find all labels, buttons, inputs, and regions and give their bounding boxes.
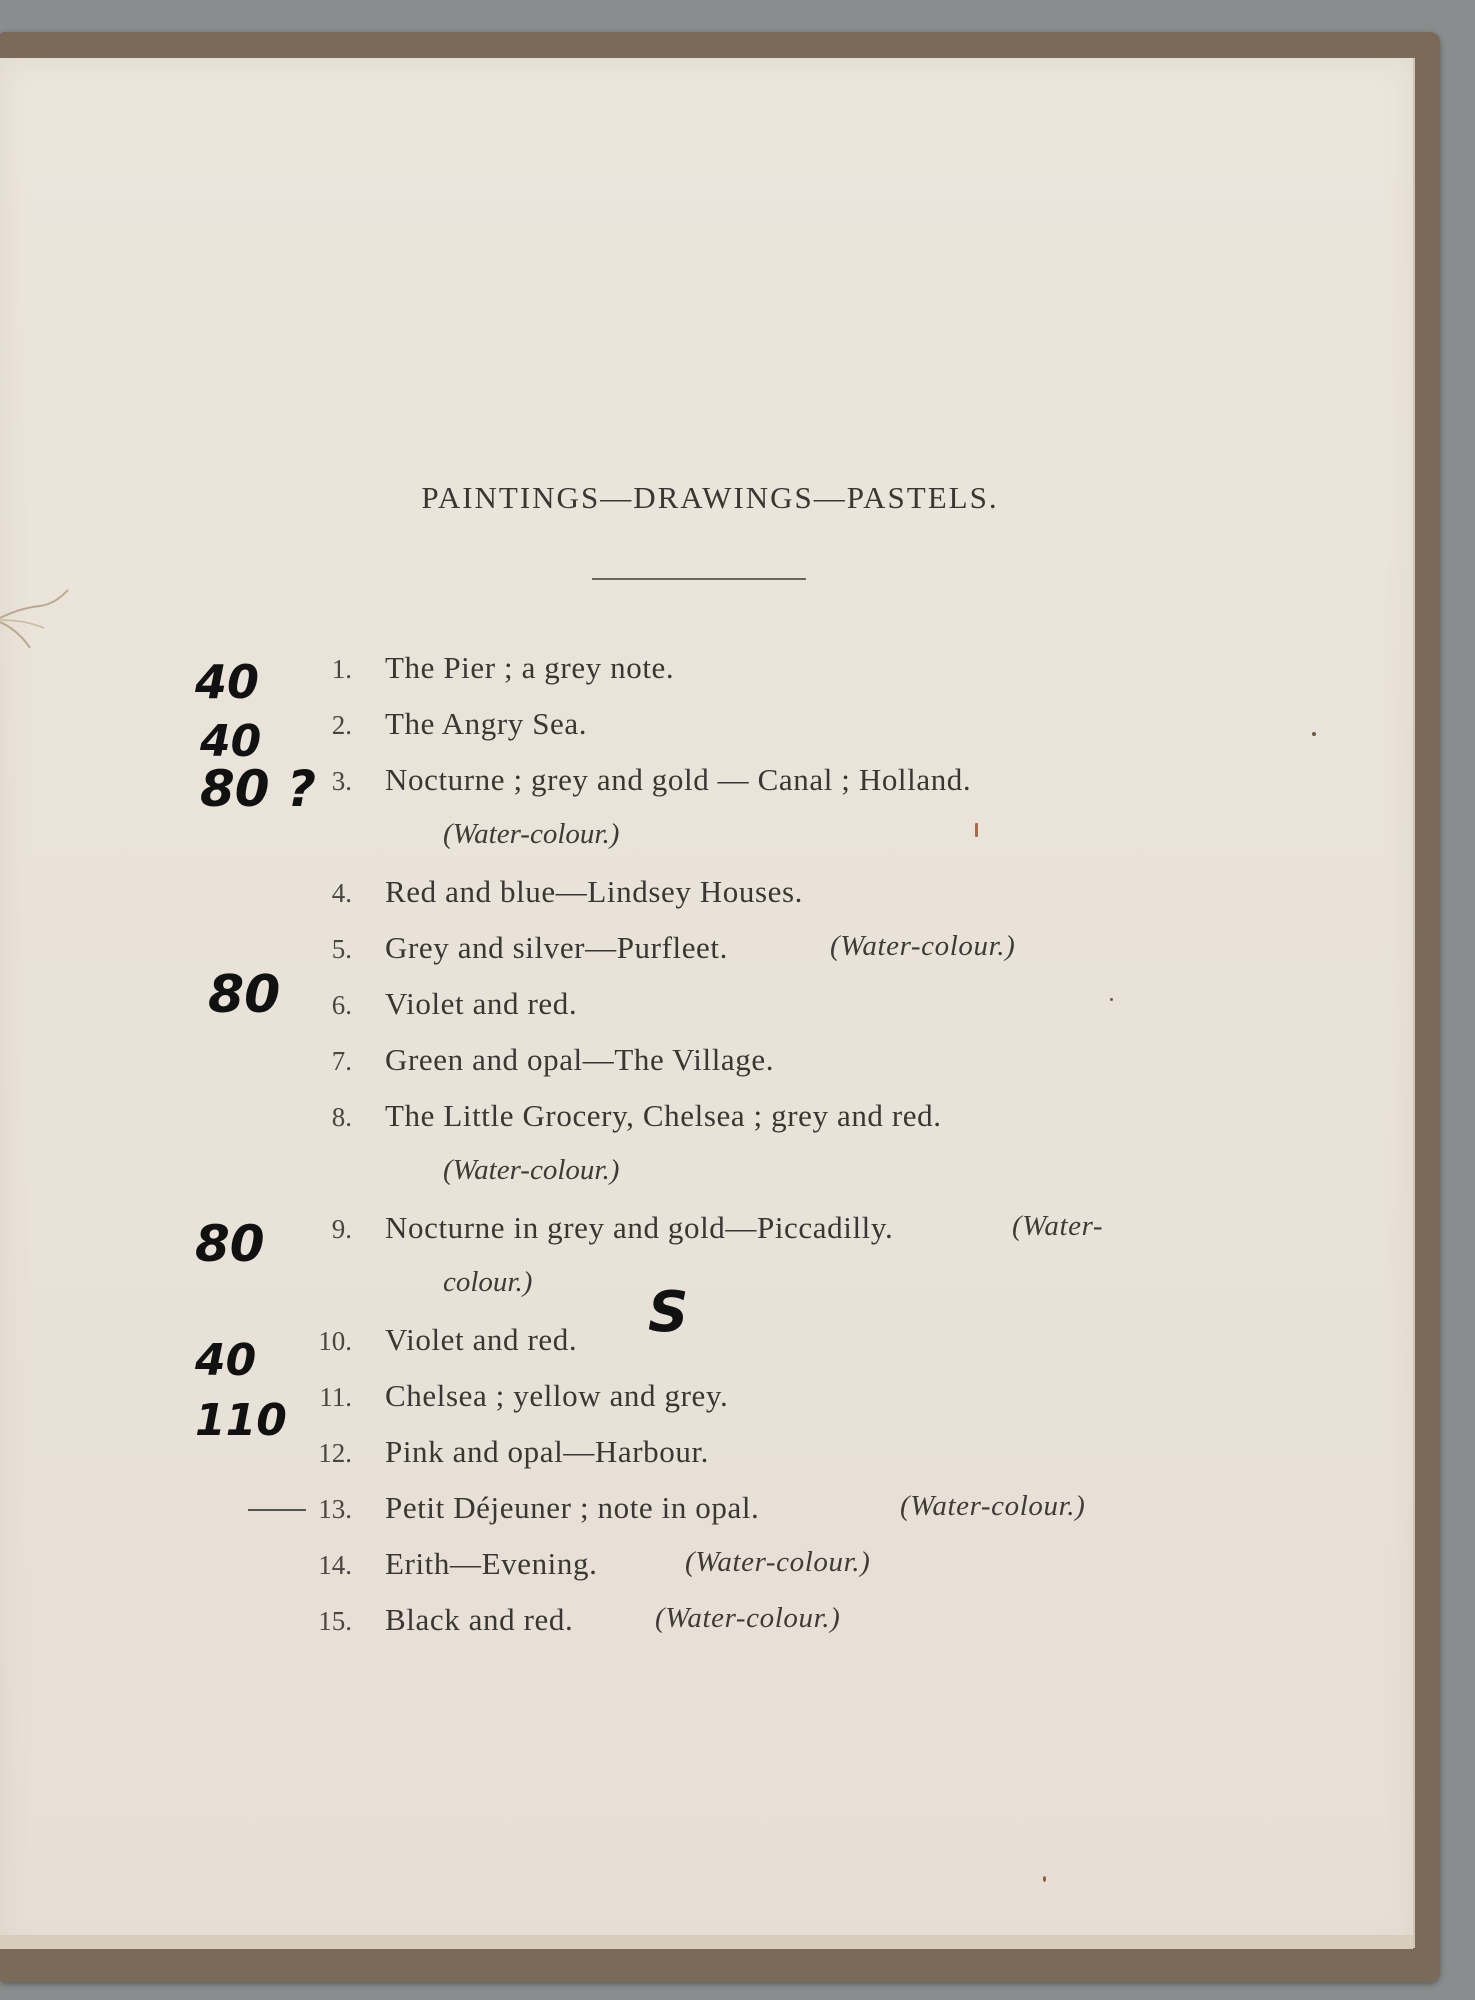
entry-title: Violet and red. bbox=[385, 986, 578, 1021]
entry-title: Pink and opal—Harbour. bbox=[385, 1434, 710, 1469]
entry-medium: (Water- bbox=[1012, 1210, 1104, 1242]
entry-medium: (Water-colour.) bbox=[685, 1546, 871, 1578]
entry-number: 11. bbox=[319, 1382, 352, 1412]
entry-medium: (Water-colour.) bbox=[655, 1602, 841, 1634]
entry-title: Nocturne in grey and gold—Piccadilly. bbox=[385, 1210, 894, 1245]
entry-title: The Angry Sea. bbox=[385, 706, 588, 741]
handwritten-price-note: 40 bbox=[200, 716, 262, 767]
page-edge bbox=[0, 1935, 1413, 1949]
handwritten-price-note: 40 bbox=[195, 1335, 257, 1386]
entry-medium-continued: colour.) bbox=[443, 1266, 533, 1298]
handwritten-price-note: 80 bbox=[195, 1215, 265, 1273]
catalogue-entry bbox=[0, 1490, 1413, 1534]
handwritten-price-note: 80 ? bbox=[200, 760, 316, 818]
entry-medium-continued: (Water-colour.) bbox=[443, 818, 620, 850]
entry-number: 14. bbox=[318, 1550, 352, 1580]
entry-medium-continued: (Water-colour.) bbox=[443, 1154, 620, 1186]
entry-number: 12. bbox=[318, 1438, 352, 1468]
entry-title: Violet and red. bbox=[385, 1322, 578, 1357]
entry-title: The Little Grocery, Chelsea ; grey and red. bbox=[385, 1098, 942, 1133]
entry-title: Red and blue—Lindsey Houses. bbox=[385, 874, 804, 909]
entry-medium: (Water-colour.) bbox=[830, 930, 1016, 962]
entry-number: 1. bbox=[331, 654, 352, 684]
entry-title: Grey and silver—Purfleet. bbox=[385, 930, 728, 965]
catalogue-entry bbox=[0, 1602, 1413, 1646]
handwritten-price-note: 110 bbox=[195, 1395, 287, 1446]
catalogue-entry bbox=[0, 874, 1413, 918]
entry-number: 8. bbox=[331, 1102, 352, 1132]
entry-medium: (Water-colour.) bbox=[900, 1490, 1086, 1522]
entry-number: 9. bbox=[331, 1214, 352, 1244]
entry-title: Black and red. bbox=[385, 1602, 574, 1637]
entry-number: 2. bbox=[331, 710, 352, 740]
heading-rule bbox=[592, 578, 806, 580]
binding-thread bbox=[0, 578, 70, 658]
page-heading: PAINTINGS—DRAWINGS—PASTELS. bbox=[421, 480, 999, 515]
entry-title: Green and opal—The Village. bbox=[385, 1042, 775, 1077]
handwritten-price-note: 80 bbox=[208, 965, 281, 1025]
catalogue-entry bbox=[0, 1546, 1413, 1590]
handwritten-price-note: S bbox=[648, 1280, 689, 1345]
entry-number: 3. bbox=[331, 766, 352, 796]
entry-title: Petit Déjeuner ; note in opal. bbox=[385, 1490, 760, 1525]
entry-number: 10. bbox=[318, 1326, 352, 1356]
paper-speck bbox=[1043, 1876, 1046, 1882]
handwritten-dash-mark bbox=[248, 1509, 306, 1511]
entry-title: Erith—Evening. bbox=[385, 1546, 598, 1581]
entry-number: 5. bbox=[331, 934, 352, 964]
entry-title: Chelsea ; yellow and grey. bbox=[385, 1378, 729, 1413]
entry-continuation bbox=[0, 818, 1413, 862]
entry-title: Nocturne ; grey and gold — Canal ; Holland. bbox=[385, 762, 972, 797]
entry-continuation bbox=[0, 1154, 1413, 1198]
entry-number: 7. bbox=[331, 1046, 352, 1076]
handwritten-price-note: 40 bbox=[195, 655, 260, 709]
catalogue-entry bbox=[0, 1098, 1413, 1142]
entry-number: 4. bbox=[331, 878, 352, 908]
entry-number: 13. bbox=[318, 1494, 352, 1524]
entry-title: The Pier ; a grey note. bbox=[385, 650, 675, 685]
entry-number: 15. bbox=[318, 1606, 352, 1636]
catalogue-entry bbox=[0, 1042, 1413, 1086]
entry-number: 6. bbox=[331, 990, 352, 1020]
